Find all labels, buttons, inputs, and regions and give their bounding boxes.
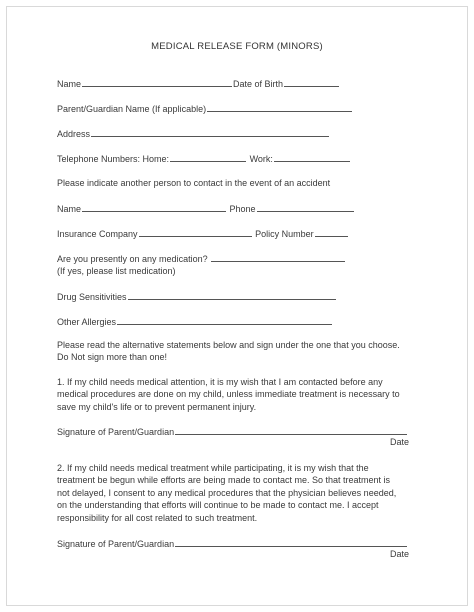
dob-label: Date of Birth: [233, 79, 284, 89]
insurance-field[interactable]: [139, 227, 252, 237]
parent-row: [57, 102, 353, 115]
date-label-2: Date: [390, 549, 410, 559]
contact-row: [57, 202, 355, 215]
phone-row: [57, 152, 351, 165]
contact-instruction: Please indicate another person to contact in the event of an accident: [57, 178, 331, 188]
statement-line: treatment be begun while efforts are being made to contact me. So that treatment is: [57, 475, 391, 486]
policy-field[interactable]: [315, 227, 348, 237]
signature-field-2[interactable]: [175, 537, 407, 547]
drug-label: Drug Sensitivities: [57, 292, 127, 302]
insurance-label: Insurance Company: [57, 229, 138, 239]
statement-line: save my child's life or to prevent permanent injury.: [57, 401, 257, 412]
contact-name-label: Name: [57, 204, 82, 214]
form-title: MEDICAL RELEASE FORM (MINORS): [151, 41, 323, 52]
medication-note: (If yes, please list medication): [57, 266, 176, 276]
address-label: Address: [57, 129, 91, 139]
home-phone-field[interactable]: [170, 152, 246, 162]
alt-instruction-line: Please read the alternative statements below and sign under the one that you choose.: [57, 340, 400, 350]
statement-line: not delayed, I consent to any medical procedures that the physician believes needed,: [57, 487, 397, 498]
signature-label: Signature of Parent/Guardian: [57, 539, 175, 549]
signature-label: Signature of Parent/Guardian: [57, 427, 175, 437]
work-phone-label: Work:: [249, 154, 273, 164]
statement-line: 1. If my child needs medical attention, it is my wish that I am contacted before any: [57, 377, 383, 387]
alt-instruction-line: Do Not sign more than one!: [57, 352, 168, 363]
alt-instructions: [57, 339, 417, 364]
drug-row: [57, 290, 337, 303]
policy-label: Policy Number: [255, 229, 314, 239]
medication-question: Are you presently on any medication?: [57, 254, 208, 264]
contact-name-field[interactable]: [82, 202, 226, 212]
contact-phone-field[interactable]: [257, 202, 354, 212]
statement-2: [57, 462, 417, 524]
name-field[interactable]: [82, 77, 232, 87]
statement-line: 2. If my child needs medical treatment while participating, it is my wish that the: [57, 463, 369, 473]
statement-line: responsibility for all cost related to such treatment.: [57, 512, 258, 523]
medication-row: [57, 252, 346, 265]
statement-1: [57, 376, 417, 413]
work-phone-field[interactable]: [274, 152, 350, 162]
address-field[interactable]: [91, 127, 329, 137]
parent-label: Parent/Guardian Name (If applicable): [57, 104, 207, 114]
signature-row-1: [57, 425, 408, 438]
signature-row-2: [57, 537, 408, 550]
allergies-label: Other Allergies: [57, 317, 117, 327]
dob-field[interactable]: [284, 77, 339, 87]
address-row: [57, 127, 330, 140]
drug-field[interactable]: [128, 290, 336, 300]
home-phone-label: Telephone Numbers: Home:: [57, 154, 170, 164]
statement-line: medical procedures are done on my child, unless immediate treatment is necessary to: [57, 389, 400, 400]
contact-phone-label: Phone: [229, 204, 256, 214]
allergies-row: [57, 315, 333, 328]
signature-field-1[interactable]: [175, 425, 407, 435]
allergies-field[interactable]: [117, 315, 332, 325]
name-row: [57, 77, 340, 90]
date-label-1: Date: [390, 437, 410, 447]
insurance-row: [57, 227, 349, 240]
name-label: Name: [57, 79, 82, 89]
parent-field[interactable]: [207, 102, 352, 112]
statement-line: on the understanding that efforts will continue to be made to contact me. I accept: [57, 500, 379, 511]
medication-field[interactable]: [211, 252, 345, 262]
